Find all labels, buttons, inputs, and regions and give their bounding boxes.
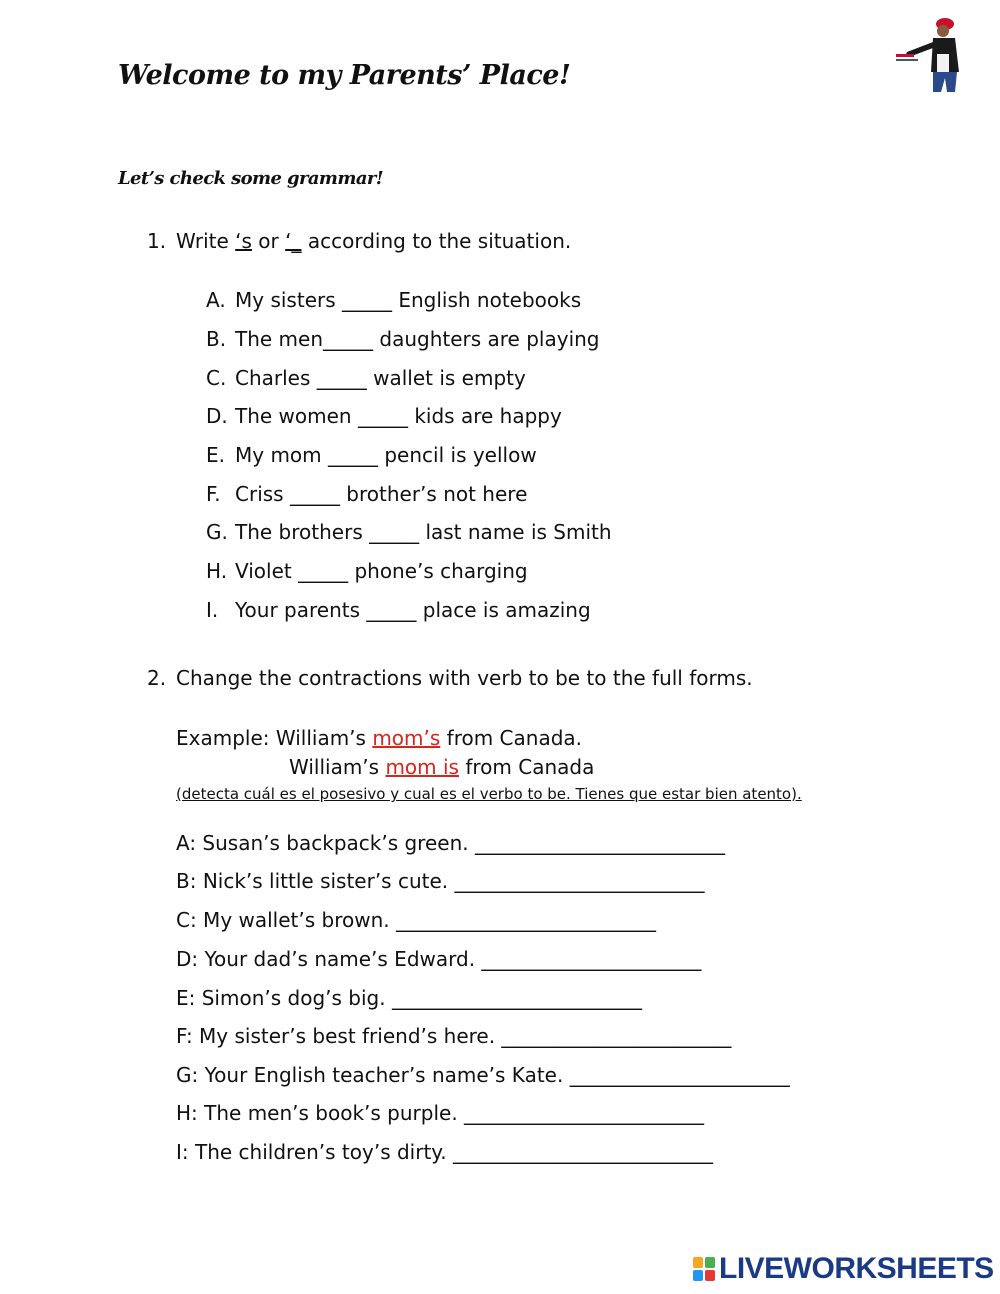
exercise-1-item-b: The men_____ daughters are playing xyxy=(235,327,600,351)
exercise-2-number: 2. xyxy=(147,666,167,690)
exercise-2-instruction: Change the contractions with verb to be to the full forms. xyxy=(176,666,753,690)
exercise-1-item-g-letter: G. xyxy=(206,520,228,544)
exercise-1-item-h: Violet _____ phone’s charging xyxy=(235,559,528,583)
example-highlight: mom’s xyxy=(372,726,441,750)
example-highlight: mom is xyxy=(385,755,459,779)
example-text-end: from Canada xyxy=(458,755,595,779)
exercise-1-item-d-letter: D. xyxy=(206,404,228,428)
page-title: Welcome to my Parents’ Place! xyxy=(118,60,571,91)
exercise-2-item-h: H: The men’s book’s purple. ________________________ xyxy=(176,1101,705,1125)
instruction-or: or xyxy=(251,229,286,253)
example-text: William’s xyxy=(289,755,386,779)
exercise-1-item-d: The women _____ kids are happy xyxy=(235,404,562,428)
exercise-1-item-e: My mom _____ pencil is yellow xyxy=(235,443,537,467)
example-text: William’s xyxy=(275,726,373,750)
exercise-2-item-d: D: Your dad’s name’s Edward. ______________________ xyxy=(176,947,702,971)
exercise-2-item-e: E: Simon’s dog’s big. _________________________ xyxy=(176,986,642,1010)
exercise-1-item-i-letter: I. xyxy=(206,598,219,622)
example-line-1 xyxy=(176,726,582,750)
exercise-1-item-i: Your parents _____ place is amazing xyxy=(235,598,591,622)
exercise-2-item-f: F: My sister’s best friend’s here. _______________________ xyxy=(176,1024,732,1048)
exercise-1-item-f: Criss _____ brother’s not here xyxy=(235,482,528,506)
option-apostrophe: ‘_ xyxy=(285,229,302,253)
exercise-2-item-a: A: Susan’s backpack’s green. _________________________ xyxy=(176,831,725,855)
logo-text: LIVEWORKSHEETS xyxy=(719,1252,994,1285)
instruction-text: Write xyxy=(176,229,236,253)
exercise-1-item-a-letter: A. xyxy=(206,288,226,312)
example-note: (detecta cuál es el posesivo y cual es el verbo to be. Tienes que estar bien atento). xyxy=(176,785,802,803)
exercise-1-item-a: My sisters _____ English notebooks xyxy=(235,288,582,312)
exercise-1-item-g: The brothers _____ last name is Smith xyxy=(235,520,612,544)
example-text-end: from Canada. xyxy=(440,726,583,750)
exercise-1-item-e-letter: E. xyxy=(206,443,225,467)
option-s: ‘s xyxy=(235,229,252,253)
instruction-rest: according to the situation. xyxy=(301,229,572,253)
exercise-2-item-c: C: My wallet’s brown. __________________________ xyxy=(176,908,656,932)
exercise-1-item-c: Charles _____ wallet is empty xyxy=(235,366,526,390)
exercise-1-item-h-letter: H. xyxy=(206,559,228,583)
person-photo-icon xyxy=(893,14,971,94)
exercise-1-item-b-letter: B. xyxy=(206,327,227,351)
exercise-1-item-f-letter: F. xyxy=(206,482,221,506)
exercise-2-item-b: B: Nick’s little sister’s cute. _________________________ xyxy=(176,869,705,893)
liveworksheets-logo-icon xyxy=(693,1257,715,1281)
exercise-2-item-g: G: Your English teacher’s name’s Kate. ______________________ xyxy=(176,1063,790,1087)
example-label: Example: xyxy=(176,726,276,750)
exercise-1-item-c-letter: C. xyxy=(206,366,227,390)
section-subtitle: Let’s check some grammar! xyxy=(118,168,384,189)
exercise-1-instruction xyxy=(176,229,571,253)
exercise-2-item-i: I: The children’s toy’s dirty. __________________________ xyxy=(176,1140,713,1164)
example-line-2 xyxy=(289,755,594,779)
exercise-1-number: 1. xyxy=(147,229,167,253)
